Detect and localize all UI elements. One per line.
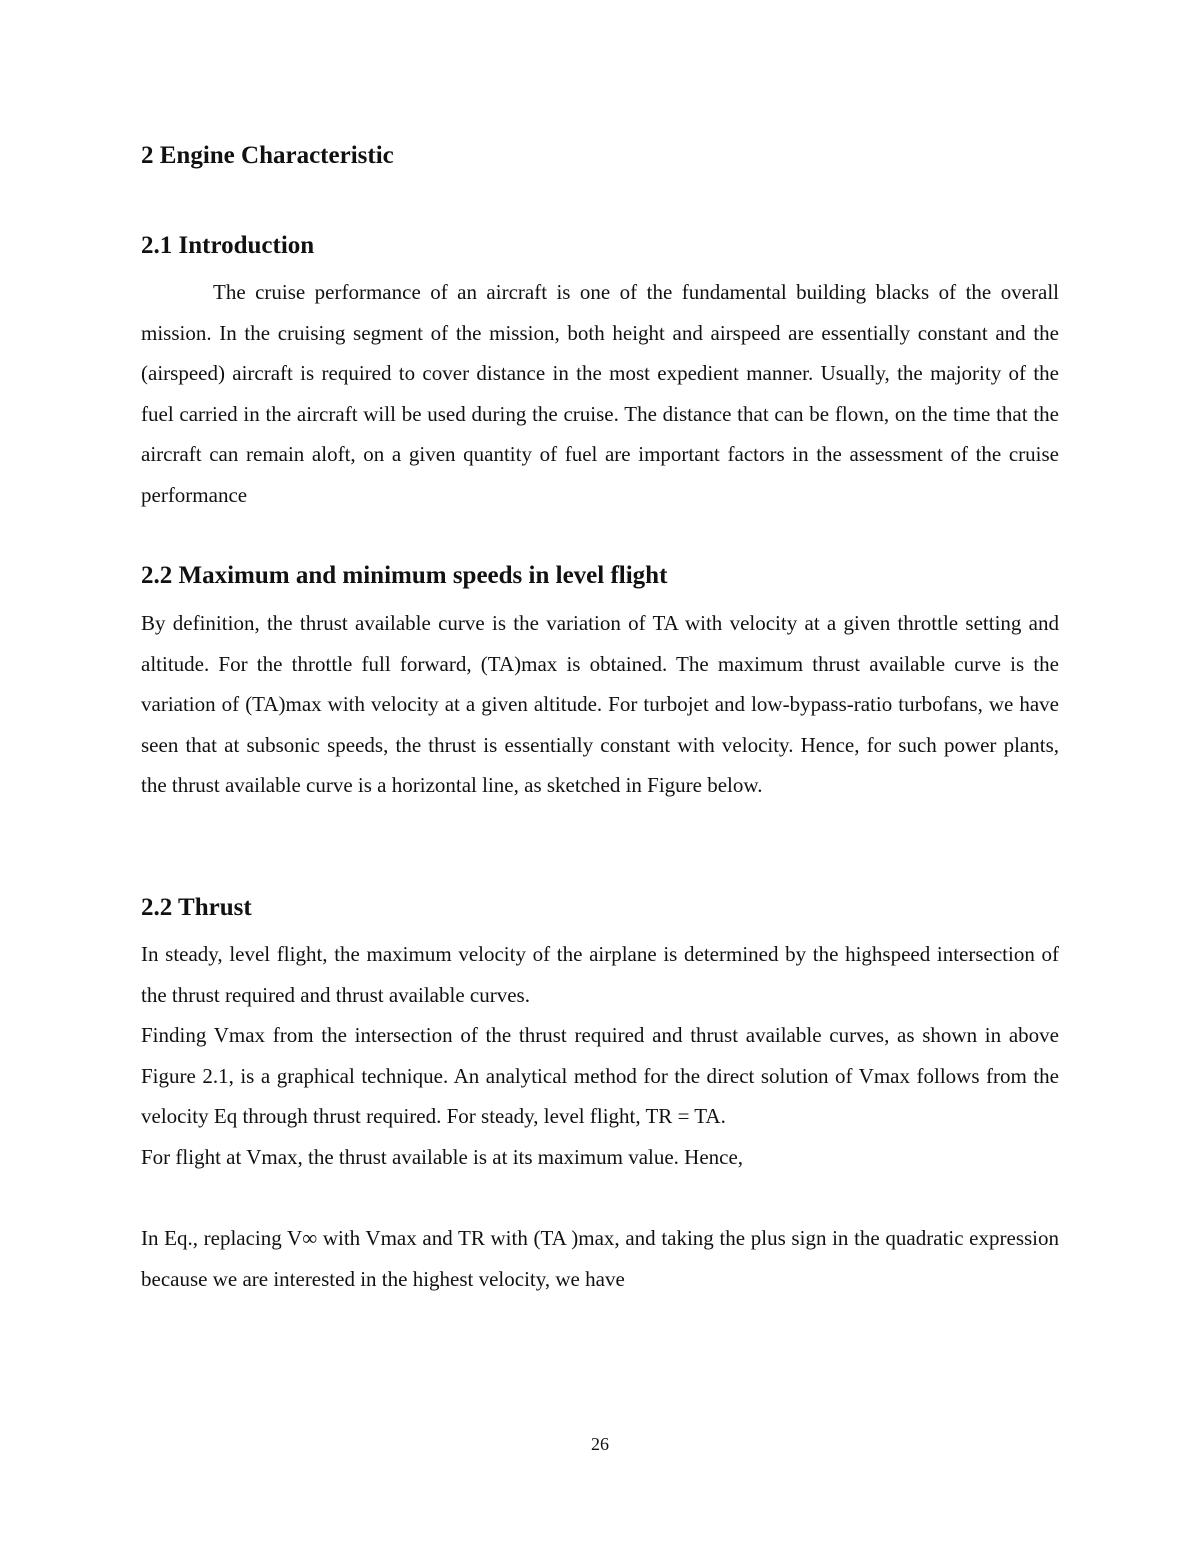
thrust-paragraph-2: Finding Vmax from the intersection of the thrust required and thrust available curves, as shown in above Figure 2.1, is a graphical technique. An analytical method for the direct solution of Vmax follows from the velocity Eq through thrust required. For steady, level flight, TR = TA. bbox=[141, 1023, 1059, 1129]
thrust-paragraph-4: In Eq., replacing V∞ with Vmax and TR with (TA )max, and taking the plus sign in the quadratic expression because we are interested in the highest velocity, we have bbox=[141, 1226, 1059, 1291]
page-number: 26 bbox=[591, 1434, 609, 1454]
section-heading-thrust: 2.2 Thrust bbox=[141, 894, 252, 921]
chapter-title: 2 Engine Characteristic bbox=[141, 142, 394, 169]
thrust-paragraph-3: For flight at Vmax, the thrust available is at its maximum value. Hence, bbox=[141, 1145, 744, 1169]
section-heading-introduction: 2.1 Introduction bbox=[141, 232, 315, 259]
thrust-paragraph-1: In steady, level flight, the maximum velocity of the airplane is determined by the highspeed intersection of the thrust required and thrust available curves. bbox=[141, 942, 1059, 1007]
introduction-paragraph: The cruise performance of an aircraft is one of the fundamental building blacks of the overall mission. In the cruising segment of the mission, both height and airspeed are essentially constant and the (airspeed) aircraft is required to cover distance in the most expedient manner. Usually, the majority of the fuel carried in the aircraft will be used during the cruise. The distance that can be flown, on the time that the aircraft can remain aloft, on a given quantity of fuel are important factors in the assessment of the cruise performance bbox=[141, 280, 1059, 507]
speeds-paragraph: By definition, the thrust available curve is the variation of TA with velocity at a given throttle setting and altitude. For the throttle full forward, (TA)max is obtained. The maximum thrust available curve is the variation of (TA)max with velocity at a given altitude. For turbojet and low-bypass-ratio turbofans, we have seen that at subsonic speeds, the thrust is essentially constant with velocity. Hence, for such power plants, the thrust available curve is a horizontal line, as sketched in Figure below. bbox=[141, 611, 1059, 798]
section-heading-speeds: 2.2 Maximum and minimum speeds in level flight bbox=[141, 562, 668, 589]
